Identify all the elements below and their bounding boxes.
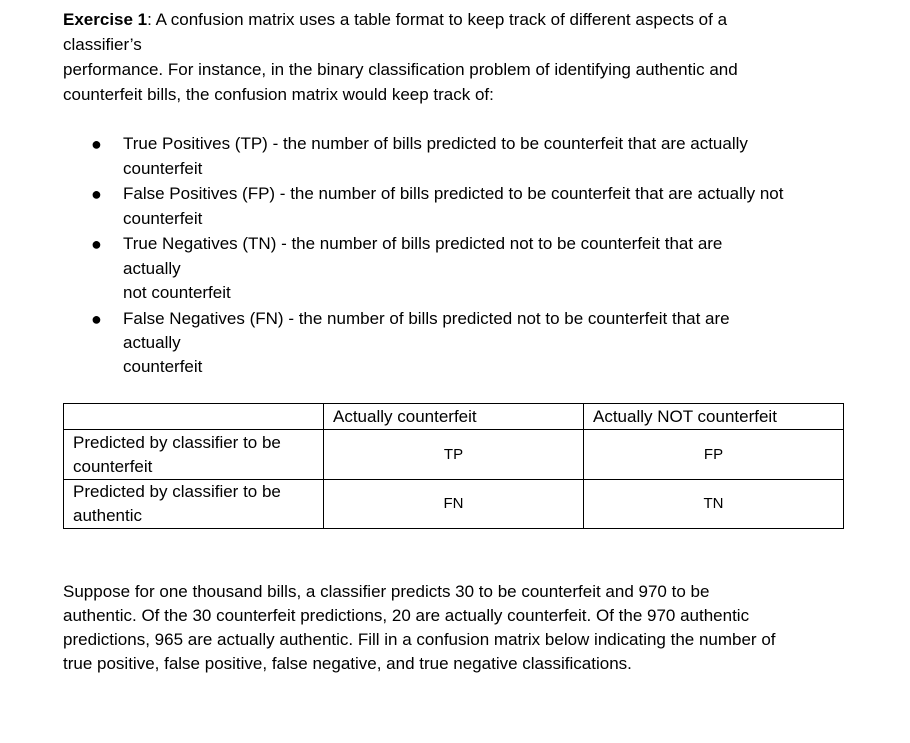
cell-tn: TN [584, 480, 844, 529]
bullet-dot-icon: ● [91, 184, 102, 204]
bullet-4-line-1: False Negatives (FN) - the number of bills predicted not to be counterfeit that are [123, 309, 730, 328]
header-actually-counterfeit: Actually counterfeit [324, 404, 584, 430]
intro-line-1 [63, 9, 727, 31]
bullet-3-line-2: actually [123, 259, 181, 278]
table-corner-cell [64, 404, 324, 430]
intro-line-2: classifier’s [63, 35, 142, 54]
bullet-dot-icon: ● [91, 309, 102, 329]
bullet-1-line-1: True Positives (TP) - the number of bills predicted to be counterfeit that are actually [123, 134, 748, 153]
table-row [64, 480, 844, 529]
cell-fp: FP [584, 430, 844, 480]
table-row [64, 430, 844, 480]
bullet-dot-icon: ● [91, 134, 102, 154]
row-label-predicted-authentic [64, 480, 324, 529]
cell-tp: TP [324, 430, 584, 480]
exercise-title: Exercise 1 [63, 10, 148, 29]
bullet-2-line-1: False Positives (FP) - the number of bills predicted to be counterfeit that are actually not [123, 184, 784, 203]
intro-line-1-text: : A confusion matrix uses a table format to keep track of different aspects of a [147, 10, 728, 29]
bullet-3-line-3: not counterfeit [123, 283, 231, 302]
intro-line-4: counterfeit bills, the confusion matrix would keep track of: [63, 85, 494, 104]
bullet-4-line-3: counterfeit [123, 357, 203, 376]
bullet-dot-icon: ● [91, 234, 102, 254]
question-line-3: predictions, 965 are actually authentic. Fill in a confusion matrix below indicating the number of [63, 630, 776, 649]
bullet-1-line-2: counterfeit [123, 159, 203, 178]
table-header-row [64, 404, 844, 430]
question-line-2: authentic. Of the 30 counterfeit predictions, 20 are actually counterfeit. Of the 970 authentic [63, 606, 750, 625]
question-line-1: Suppose for one thousand bills, a classifier predicts 30 to be counterfeit and 970 to be [63, 582, 710, 601]
row-label-line: Predicted by classifier to be [73, 432, 281, 452]
row-label-line: authentic [73, 506, 142, 525]
row-label-line: counterfeit [73, 456, 153, 476]
row-label-predicted-counterfeit [64, 430, 324, 480]
cell-fn: FN [324, 480, 584, 529]
bullet-4-line-2: actually [123, 333, 181, 352]
intro-line-3: performance. For instance, in the binary classification problem of identifying authentic and [63, 60, 738, 79]
header-actually-not-counterfeit: Actually NOT counterfeit [584, 404, 844, 430]
row-label-line: Predicted by classifier to be [73, 482, 281, 501]
confusion-matrix-table [63, 403, 844, 529]
bullet-2-line-2: counterfeit [123, 209, 203, 228]
bullet-3-line-1: True Negatives (TN) - the number of bills predicted not to be counterfeit that are [123, 234, 723, 253]
question-line-4: true positive, false positive, false negative, and true negative classifications. [63, 654, 632, 673]
